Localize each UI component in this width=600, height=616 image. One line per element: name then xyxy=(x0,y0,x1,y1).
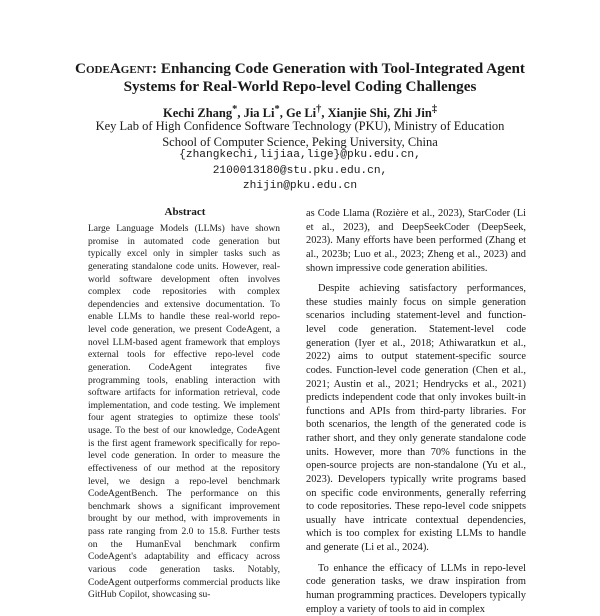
title-line1-rest: : Enhancing Code Generation with Tool-Integrated Agent xyxy=(151,60,525,77)
affiliation-line: School of Computer Science, Peking University, China xyxy=(162,135,438,149)
author-name: Xianjie Shi xyxy=(327,106,387,121)
author-mark: * xyxy=(274,104,280,115)
body-paragraph: To enhance the efficacy of LLMs in repo-level code generation tasks, we draw inspiration from human programming practices. Developers typically employ a variety of tools to aid in complex xyxy=(306,562,526,615)
author-mark: † xyxy=(316,104,322,115)
body-paragraph: as Code Llama (Rozière et al., 2023), StarCoder (Li et al., 2023), and DeepSeekCoder (DeepSeek, 2023). Many efforts have been performed (Zhang et al., 2023b; Luo et al., 2023; Zheng et al., 2023) and shown impressive code generation abilities. xyxy=(306,208,526,274)
author-name: Jia Li xyxy=(243,106,275,121)
affiliation xyxy=(0,118,600,150)
paper-title xyxy=(0,60,600,96)
title-line2: Systems for Real-World Repo-level Coding Challenges xyxy=(123,78,477,95)
abstract-body: Large Language Models (LLMs) have shown promise in automated code generation but typically excel only in simpler tasks such as generating standalone code units. However, real-world software development often involves complex code repositories with complex dependencies and extensive documentation. To enable LLMs to handle these real-world repo-level code generation, we present CodeAgent, a novel LLM-based agent framework that employs external tools for effective repo-level code generation. CodeAgent integrates five programming tools, enabling interaction with software artifacts for information retrieval, code implementation, and code testing. We implement four agent strategies to optimize these tools' usage. To the best of our knowledge, CodeAgent is the first agent framework specifically for repo-level code generation. In order to measure the effectiveness of our method at the repository level, we design a repo-level benchmark CodeAgentBench. The performance on this benchmark shows a significant improvement brought by our method, with improvements in pass rate ranging from 2.0 to 15.8. Further tests on the HumanEval benchmark confirm CodeAgent's adaptability and efficacy across various code generation tasks. Notably, CodeAgent outperforms commercial products like GitHub Copilot, showcasing su- xyxy=(88,224,280,601)
author-mark: * xyxy=(232,104,238,115)
author-name: Zhi Jin xyxy=(393,106,432,121)
email-block xyxy=(0,148,600,195)
affiliation-line: Key Lab of High Confidence Software Technology (PKU), Ministry of Education xyxy=(95,119,505,133)
email-line: zhijin@pku.edu.cn xyxy=(242,180,358,192)
abstract-heading: Abstract xyxy=(164,206,206,218)
email-line: 2100013180@stu.pku.edu.cn, xyxy=(212,164,388,177)
author-mark: ‡ xyxy=(431,104,438,115)
author-name: Kechi Zhang xyxy=(162,106,233,121)
author-name: Ge Li xyxy=(285,106,317,121)
author-list: Kechi Zhang*, Jia Li*, Ge Li†, Xianjie Shi, Zhi Jin‡ xyxy=(162,104,438,121)
body-paragraph: Despite achieving satisfactory performances, these studies mainly focus on simple generation scenarios including statement-level and function-level code generation. Statement-level code generation (Iyer et al., 2018; Athiwaratkun et al., 2022) aims to output statement-specific source codes. Function-level code generation (Chen et al., 2021; Austin et al., 2021; Hendrycks et al., 2021) predicts independent code that only invokes built-in functions and APIs from third-party libraries. For both scenarios, the length of the generated code is rather short, and they only generate standalone code units. However, more than 70% functions in the open-source projects are non-standalone (Yu et al., 2023). Developers typically write programs based on specific code environments, generally referring to code repositories. These repo-level code snippets usually have intricate contextual dependencies, which is too complex for existing LLMs to handle and generate (Li et al., 2024). xyxy=(306,283,526,553)
body-right-column xyxy=(306,207,526,616)
title-system-name: CodeAgent xyxy=(75,60,152,77)
email-line: {zhangkechi,lijiaa,lige}@pku.edu.cn, xyxy=(179,149,421,161)
